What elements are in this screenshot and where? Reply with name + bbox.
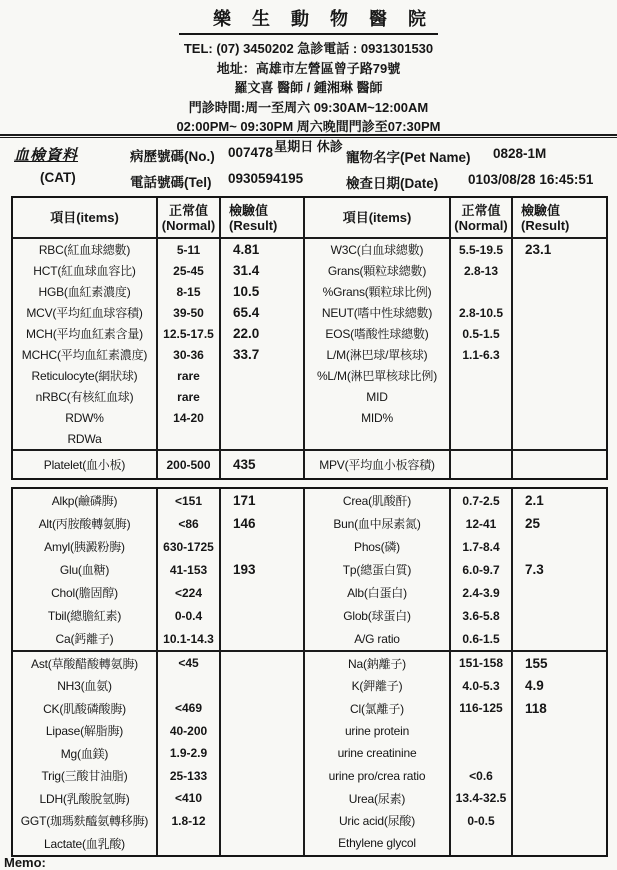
result-value [513, 365, 606, 386]
item-label: Na(鈉離子) [305, 652, 451, 675]
normal-range-value: 25-133 [158, 765, 221, 788]
result-value: 435 [221, 451, 305, 478]
result-value [221, 832, 305, 855]
item-label: Tp(總蛋白質) [305, 558, 451, 581]
result-value: 155 [525, 655, 548, 671]
table-row [13, 512, 606, 535]
record-no-value: 007478 [228, 145, 274, 160]
item-label: LDH(乳酸脫氫脢) [13, 787, 158, 810]
tel-value: 0930594195 [228, 171, 304, 186]
item-label: Lactate(血乳酸) [13, 832, 158, 855]
normal-range-value: rare [158, 365, 221, 386]
normal-range-value: 0.5-1.5 [451, 323, 513, 344]
result-value [513, 535, 606, 558]
result-value: 4.81 [221, 239, 305, 260]
column-header-result-zh: 檢驗值 [229, 202, 269, 218]
result-value [513, 451, 606, 478]
normal-range-value: 1.7-8.4 [451, 535, 513, 558]
result-value [513, 281, 606, 302]
table-row [13, 344, 606, 365]
item-label: nRBC(有核紅血球) [13, 386, 158, 407]
column-header-result-en: (Result) [521, 217, 570, 233]
item-label: Amyl(胰澱粉脢) [13, 535, 158, 558]
normal-range-value: <469 [158, 697, 221, 720]
normal-range-value [158, 675, 221, 698]
result-value [221, 765, 305, 788]
item-label: Uric acid(尿酸) [305, 810, 451, 833]
result-value: 4.9 [525, 678, 544, 694]
item-label: Ca(鈣離子) [13, 627, 158, 650]
normal-range-value: 0.7-2.5 [451, 489, 513, 512]
table-row [13, 765, 606, 788]
table-row [13, 302, 606, 323]
item-label: MPV(平均血小板容積) [305, 451, 451, 478]
pet-name-value: 0828-1M [493, 146, 547, 161]
item-label: HGB(血紅素濃度) [13, 281, 158, 302]
clinic-doctors-line: 羅文喜 醫師 / 鍾湘琳 醫師 [234, 80, 383, 95]
result-value [513, 428, 606, 449]
result-value: 33.7 [221, 344, 305, 365]
column-header-items: 項目(items) [305, 198, 451, 239]
result-value: 10.5 [221, 281, 305, 302]
item-label: CK(肌酸磷酸脢) [13, 697, 158, 720]
result-value [513, 323, 606, 344]
result-value [221, 428, 305, 449]
item-label: MID [305, 386, 451, 407]
normal-range-value: 2.8-10.5 [451, 302, 513, 323]
record-no-label: 病歷號碼(No.) [130, 149, 215, 164]
normal-range-value: 0-0.4 [158, 604, 221, 627]
normal-range-value: 14-20 [158, 407, 221, 428]
item-label [305, 428, 451, 449]
table-row [13, 323, 606, 344]
header-divider-rule [0, 134, 617, 138]
tel-label: 電話號碼(Tel) [130, 175, 212, 190]
clinic-tel-line: TEL: (07) 3450202 急診電話 : 0931301530 [183, 41, 434, 56]
normal-range-value: 30-36 [158, 344, 221, 365]
result-value [221, 652, 305, 675]
item-label: Alb(白蛋白) [305, 581, 451, 604]
normal-range-value: 13.4-32.5 [451, 787, 513, 810]
table-row [13, 558, 606, 581]
result-value: 171 [221, 489, 305, 512]
patient-info-section [0, 142, 617, 194]
column-header-normal-zh: 正常值 [168, 202, 208, 218]
result-value [221, 386, 305, 407]
result-value: 146 [221, 512, 305, 535]
result-value [513, 720, 606, 743]
result-value [221, 675, 305, 698]
normal-range-value: 41-153 [158, 558, 221, 581]
item-label: MCHC(平均血紅素濃度) [13, 344, 158, 365]
normal-range-value [451, 407, 513, 428]
result-value [513, 832, 606, 855]
item-label: K(鉀離子) [305, 675, 451, 698]
item-label: Grans(顆粒球總數) [305, 260, 451, 281]
normal-range-value: <0.6 [451, 765, 513, 788]
normal-range-value: 10.1-14.3 [158, 627, 221, 650]
normal-range-value [158, 832, 221, 855]
normal-range-value [451, 720, 513, 743]
item-label: MCH(平均血紅素含量) [13, 323, 158, 344]
normal-range-value: 12-41 [451, 512, 513, 535]
pet-name-label: 寵物名字(Pet Name) [346, 150, 471, 165]
item-label: Phos(磷) [305, 535, 451, 558]
result-value: 65.4 [221, 302, 305, 323]
item-label: RDW% [13, 407, 158, 428]
normal-range-value: 151-158 [451, 652, 513, 675]
item-label: Ethylene glycol [305, 832, 451, 855]
item-label: Glob(球蛋白) [305, 604, 451, 627]
result-value [513, 787, 606, 810]
item-label: HCT(紅血球血容比) [13, 260, 158, 281]
normal-range-value: <86 [158, 512, 221, 535]
item-label: Glu(血糖) [13, 558, 158, 581]
item-label: Tbil(總膽紅素) [13, 604, 158, 627]
item-label: Alt(丙胺酸轉氨脢) [13, 512, 158, 535]
normal-range-value: 1.9-2.9 [158, 742, 221, 765]
cbc-table [11, 196, 608, 480]
item-label: MCV(平均紅血球容積) [13, 302, 158, 323]
normal-range-value: 12.5-17.5 [158, 323, 221, 344]
chemistry-table [11, 487, 608, 857]
item-label: MID% [305, 407, 451, 428]
result-value [513, 260, 606, 281]
normal-range-value: 0.6-1.5 [451, 627, 513, 650]
table-row [13, 239, 606, 260]
normal-range-value: <410 [158, 787, 221, 810]
result-value [221, 720, 305, 743]
item-label: Mg(血鎂) [13, 742, 158, 765]
column-header-normal-en: (Normal) [454, 217, 508, 233]
species-label: (CAT) [40, 170, 76, 185]
item-label: RDWa [13, 428, 158, 449]
normal-range-value: 200-500 [158, 451, 221, 478]
item-label: W3C(白血球總數) [305, 239, 451, 260]
exam-date-value: 0103/08/28 16:45:51 [468, 172, 594, 187]
item-label: Chol(膽固醇) [13, 581, 158, 604]
normal-range-value: <151 [158, 489, 221, 512]
memo-label: Memo: [4, 855, 46, 870]
result-value: 2.1 [525, 493, 544, 508]
result-value [221, 535, 305, 558]
item-label: urine creatinine [305, 742, 451, 765]
result-value [221, 581, 305, 604]
normal-range-value: 8-15 [158, 281, 221, 302]
item-label: Urea(尿素) [305, 787, 451, 810]
result-value [221, 697, 305, 720]
item-label: urine pro/crea ratio [305, 765, 451, 788]
column-header-items: 項目(items) [13, 198, 158, 239]
result-value [513, 810, 606, 833]
result-value: 7.3 [525, 562, 544, 577]
table-row [13, 742, 606, 765]
item-label: RBC(紅血球總數) [13, 239, 158, 260]
cbc-table-header [13, 198, 606, 239]
table-row [13, 407, 606, 428]
cbc-table-body [13, 239, 606, 449]
item-label: Bun(血中尿素氮) [305, 512, 451, 535]
normal-range-value [451, 451, 513, 478]
normal-range-value: 3.6-5.8 [451, 604, 513, 627]
table-row [13, 697, 606, 720]
table-row [13, 787, 606, 810]
exam-date-label: 檢查日期(Date) [346, 176, 439, 191]
item-label: %Grans(顆粒球比例) [305, 281, 451, 302]
normal-range-value: 6.0-9.7 [451, 558, 513, 581]
clinic-address-line: 地址：高雄市左營區曾子路79號 [216, 60, 401, 76]
normal-range-value: rare [158, 386, 221, 407]
normal-range-value [451, 386, 513, 407]
item-label: Cl(氯離子) [305, 697, 451, 720]
normal-range-value [451, 832, 513, 855]
column-header-normal [158, 198, 221, 239]
result-value [513, 407, 606, 428]
normal-range-value: 5-11 [158, 239, 221, 260]
normal-range-value [451, 742, 513, 765]
table-row [13, 386, 606, 407]
table-row [13, 627, 606, 650]
column-header-normal-en: (Normal) [161, 217, 216, 233]
column-header-normal-zh: 正常值 [461, 202, 501, 218]
result-value: 22.0 [221, 323, 305, 344]
column-header-normal [451, 198, 513, 239]
item-label: Crea(肌酸酐) [305, 489, 451, 512]
item-label: Alkp(鹼磷脢) [13, 489, 158, 512]
table-row [13, 489, 606, 512]
table-row [13, 365, 606, 386]
item-label: NH3(血氨) [13, 675, 158, 698]
cbc-table-footer [13, 449, 606, 478]
normal-range-value: 39-50 [158, 302, 221, 323]
normal-range-value: 1.1-6.3 [451, 344, 513, 365]
normal-range-value: <224 [158, 581, 221, 604]
result-value [513, 302, 606, 323]
result-value [513, 344, 606, 365]
column-header-result-en: (Result) [229, 217, 278, 233]
normal-range-value: 5.5-19.5 [451, 239, 513, 260]
normal-range-value [451, 428, 513, 449]
column-header-result [513, 198, 606, 239]
table-row [13, 428, 606, 449]
normal-range-value: 4.0-5.3 [451, 675, 513, 698]
result-value [221, 407, 305, 428]
table-row [13, 260, 606, 281]
table-row [13, 535, 606, 558]
result-value [221, 365, 305, 386]
column-header-result [221, 198, 305, 239]
table-row [13, 810, 606, 833]
item-label: %L/M(淋巴單核球比例) [305, 365, 451, 386]
normal-range-value: 630-1725 [158, 535, 221, 558]
result-value [221, 604, 305, 627]
normal-range-value: 2.4-3.9 [451, 581, 513, 604]
table-row [13, 451, 606, 478]
table-row [13, 581, 606, 604]
result-value [221, 627, 305, 650]
clinic-name: 樂 生 動 物 醫 院 [179, 5, 438, 35]
result-value [513, 765, 606, 788]
normal-range-value: 25-45 [158, 260, 221, 281]
result-value [221, 810, 305, 833]
table-row [13, 604, 606, 627]
result-value [513, 386, 606, 407]
table-row [13, 832, 606, 855]
result-value [221, 787, 305, 810]
item-label: urine protein [305, 720, 451, 743]
item-label: Platelet(血小板) [13, 451, 158, 478]
clinic-hours-line-1: 門診時間:周一至周六 09:30AM~12:00AM [188, 99, 429, 115]
table-row [13, 652, 606, 675]
result-value: 31.4 [221, 260, 305, 281]
normal-range-value: 2.8-13 [451, 260, 513, 281]
result-value: 25 [525, 516, 541, 531]
result-value [513, 742, 606, 765]
result-value [513, 581, 606, 604]
chemistry-table-bottom-section [13, 652, 606, 855]
item-label: L/M(淋巴球/單核球) [305, 344, 451, 365]
result-value [221, 742, 305, 765]
clinic-info [0, 39, 617, 156]
normal-range-value: 40-200 [158, 720, 221, 743]
item-label: Lipase(解脂脢) [13, 720, 158, 743]
item-label: NEUT(嗜中性球總數) [305, 302, 451, 323]
item-label: Ast(草酸醋酸轉氨脢) [13, 652, 158, 675]
item-label: Trig(三酸甘油脂) [13, 765, 158, 788]
result-value [513, 627, 606, 650]
table-row [13, 281, 606, 302]
normal-range-value: 1.8-12 [158, 810, 221, 833]
result-value [513, 604, 606, 627]
normal-range-value: 0-0.5 [451, 810, 513, 833]
result-value: 193 [221, 558, 305, 581]
table-row [13, 720, 606, 743]
clinic-closed-line: 星期日 休診 [274, 138, 343, 154]
report-title: 血檢資料 [14, 147, 79, 164]
normal-range-value [158, 428, 221, 449]
column-header-result-zh: 檢驗值 [521, 202, 561, 218]
normal-range-value: 116-125 [451, 697, 513, 720]
normal-range-value [451, 365, 513, 386]
item-label: EOS(嗜酸性球總數) [305, 323, 451, 344]
clinic-hours-line-2: 02:00PM~ 09:30PM 周六晚間門診至07:30PM [176, 119, 441, 134]
item-label: GGT(珈瑪麩醯氨轉移脢) [13, 810, 158, 833]
table-row [13, 675, 606, 698]
normal-range-value: <45 [158, 652, 221, 675]
chemistry-table-top-section [13, 489, 606, 650]
item-label: Reticulocyte(網狀球) [13, 365, 158, 386]
result-value: 23.1 [525, 242, 552, 257]
result-value: 118 [525, 700, 547, 716]
normal-range-value [451, 281, 513, 302]
item-label: A/G ratio [305, 627, 451, 650]
